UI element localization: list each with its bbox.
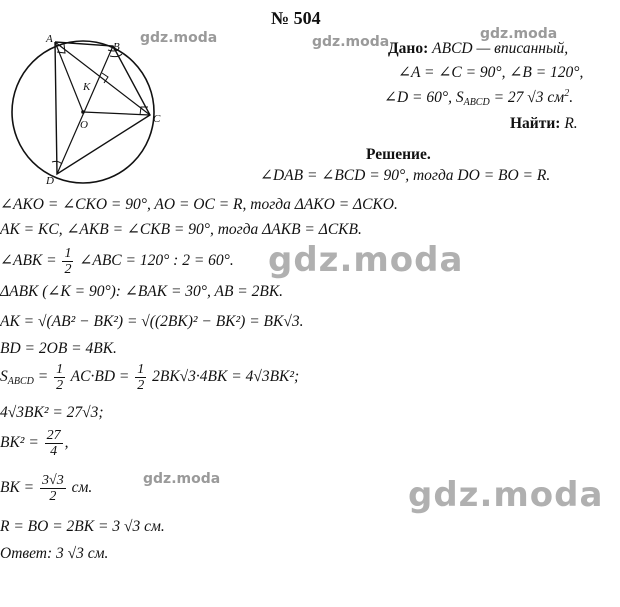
label-k: K	[83, 81, 91, 93]
answer-label: Ответ:	[0, 545, 53, 562]
label-c: C	[153, 113, 161, 125]
given-line-3: ∠D = 60°, $S_{ABCD} = 27$ √3 $см^2$.	[384, 87, 574, 108]
label-o: O	[80, 119, 88, 131]
fraction: $\frac{27}{4}$	[46, 427, 61, 459]
find-value: R.	[560, 115, 578, 132]
solution-line-4: ∠ABK = $\frac{1}{2}$ ∠ABC = 120° : 2 = 60°.	[0, 245, 234, 277]
find-label: Найти:	[510, 115, 561, 132]
fraction: $\frac{3√3}{2}$	[42, 472, 64, 504]
given-line-2: ∠A = ∠C = 90°, ∠B = 120°,	[398, 64, 584, 81]
solution-heading: Решение.	[366, 146, 431, 163]
fraction: $\frac{1}{2}$	[137, 361, 145, 393]
solution-line-9: 4√3BK² = 27√3;	[0, 404, 104, 421]
watermark: gdz.moda	[140, 30, 218, 46]
given-text: ABCD — вписанный,	[428, 40, 569, 57]
solution-line-10: BK² = $\frac{27}{4}$ ,	[0, 427, 69, 459]
watermark: gdz.moda	[408, 475, 604, 515]
geometry-figure	[0, 28, 175, 187]
solution-line-5: ΔABK (∠K = 90°): ∠BAK = 30°, AB = 2BK.	[0, 283, 284, 300]
answer-line	[0, 545, 108, 563]
solution-line-2: ∠AKO = ∠CKO = 90°, AO = OC = R, тогда ΔAKO = ΔCKO.	[0, 196, 398, 213]
label-a: A	[46, 33, 53, 45]
watermark: gdz.moda	[480, 26, 558, 42]
problem-number: № 504	[271, 8, 321, 28]
find-line	[510, 115, 578, 133]
solution-line-12: R = BO = 2BK = 3 √3 см.	[0, 518, 165, 535]
solution-line-7: BD = 2OB = 4BK.	[0, 340, 117, 357]
watermark: gdz.moda	[268, 240, 464, 280]
watermark: gdz.moda	[143, 471, 221, 487]
answer-value: 3 √3 см.	[52, 545, 109, 562]
solution-line-6: AK = √(AB² − BK²) = √((2BK)² − BK²) = BK√3.	[0, 313, 304, 330]
solution-line-3: AK = KC, ∠AKB = ∠CKB = 90°, тогда ΔAKB = ΔCKB.	[0, 221, 362, 238]
fraction: $\frac{1}{2}$	[56, 361, 64, 393]
solution-line-1: ∠DAB = ∠BCD = 90°, тогда DO = BO = R.	[260, 167, 551, 184]
label-b: B	[113, 41, 120, 53]
given-line-1	[388, 40, 568, 58]
fraction: $\frac{1}{2}$	[64, 245, 72, 277]
solution-line-8: $S_{ABCD}$ = $\frac{1}{2}$ AC·BD = $\frac{1}{2}$ 2BK√3·4BK = 4√3BK²;	[0, 361, 300, 393]
watermark: gdz.moda	[312, 34, 390, 50]
solution-line-11: BK = $\frac{3√3}{2}$ см.	[0, 472, 93, 504]
given-label: Дано:	[388, 40, 429, 57]
label-d: D	[46, 175, 54, 187]
